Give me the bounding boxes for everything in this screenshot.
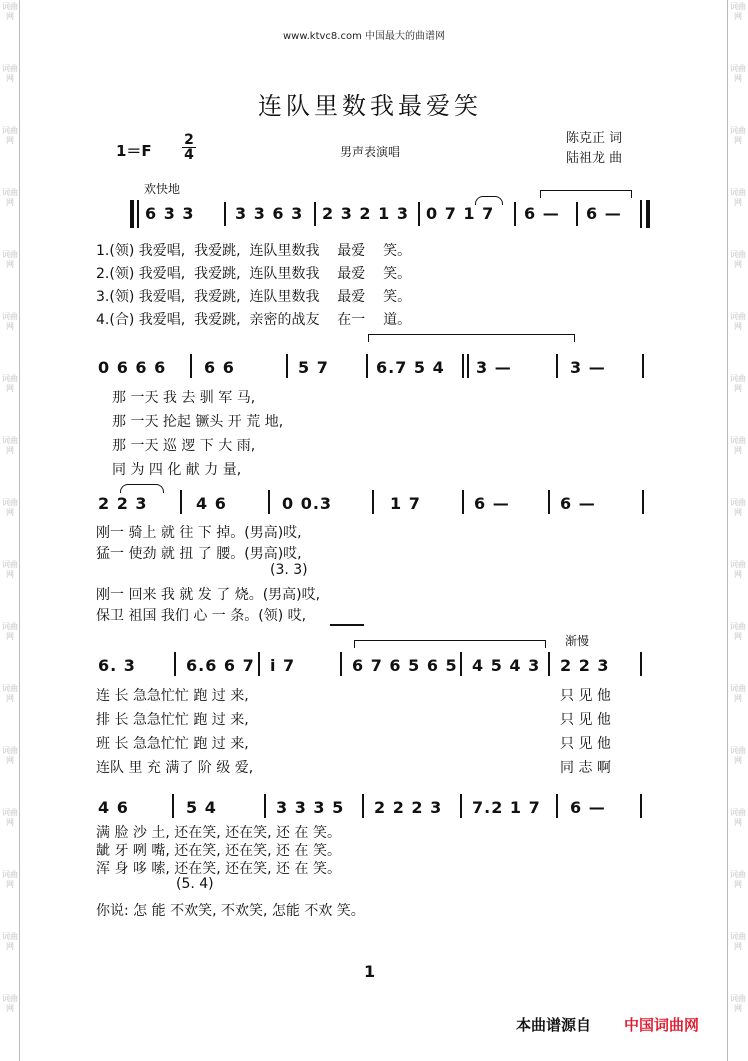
s3-measure-1: 2 2 3 [98,494,148,513]
barline [514,202,516,226]
s4-measure-2: 6.6 6 7 [186,656,255,675]
s1-verse-2: 2.(领) 我爱唱, 我爱跳, 连队里数我 最爱 笑。 [96,266,412,282]
barline [172,794,174,818]
s2-measure-5: 3 — [476,358,512,377]
start-barline-thin [137,200,139,228]
s1-verse-3: 3.(领) 我爱唱, 我爱跳, 连队里数我 最爱 笑。 [96,289,412,305]
s2-measure-3: 5 7 [298,358,329,377]
s4-verse-4: 连队 里 充 满了 阶 级 爱, [96,760,254,776]
phrase-bracket [354,640,546,648]
source-label: 本曲谱源自 [516,1016,592,1034]
s1-measure-1: 6 3 3 [145,204,195,223]
s4-verse-3-end: 只 见 他 [560,736,611,752]
s1-measure-2: 3 3 6 3 [235,204,304,223]
s1-measure-6: 6 — [586,204,622,223]
s2-verse-3: 那 一天 巡 逻 下 大 雨, [112,438,256,454]
barline [556,794,558,818]
tempo-marking: 欢快地 [144,182,181,196]
s5-measure-1: 4 6 [98,798,129,817]
site-header[interactable]: www.ktvc8.com 中国最大的曲谱网 [283,31,446,42]
lyricist-credit: 陈克正 词 [566,131,623,146]
barline [258,652,260,676]
barline [640,794,642,818]
s4-measure-6: 2 2 3 [560,656,610,675]
s5-measure-3: 3 3 3 5 [276,798,345,817]
s2-verse-2: 那 一天 抡起 镢头 开 荒 地, [112,414,284,430]
s5-verse-3: 浑 身 哆 嗦, 还在笑, 还在笑, 还 在 笑。 [96,861,341,877]
barline-double [467,354,469,378]
s5-measure-6: 6 — [570,798,606,817]
s2-measure-2: 6 6 [204,358,235,377]
key-signature: 1＝F [116,142,152,160]
performance-style: 男声表演唱 [340,145,401,159]
barline [264,794,266,818]
barline [366,354,368,378]
s4-verse-3: 班 长 急急忙忙 跑 过 来, [96,736,249,752]
s2-verse-4: 同 为 四 化 献 力 量, [112,462,242,478]
end-barline [646,200,650,228]
barline [642,354,644,378]
right-watermark: 词曲网 词曲网 词曲网 词曲网 词曲网 词曲网 词曲网 词曲网 词曲网 词曲网 词曲网 词曲网 词曲网 词曲网 词曲网 词曲网 词曲网 [730,2,746,1013]
barline [268,490,270,514]
barline [548,652,550,676]
page-number: 1 [364,962,376,981]
barline [190,354,192,378]
s3-measure-3: 0 0.3 [282,494,333,513]
song-title: 连队里数我最爱笑 [258,92,482,120]
s1-verse-4: 4.(合) 我爱唱, 我爱跳, 亲密的战友 在一 道。 [96,312,412,328]
barline [224,202,226,226]
s5-measure-5: 7.2 1 7 [472,798,541,817]
s2-measure-6: 3 — [570,358,606,377]
repeat-bracket [368,334,575,342]
s4-verse-4-end: 同 志 啊 [560,760,611,776]
start-barline [130,200,134,228]
barline [372,490,374,514]
s3-measure-5: 6 — [474,494,510,513]
source-site-link[interactable]: 中国词曲网 [624,1016,700,1034]
s1-measure-4: 0 7 1 7 [426,204,495,223]
s3-line-3: 刚一 回来 我 就 发 了 烧。(男高)哎, [96,587,321,603]
s2-measure-1: 0 6 6 6 [98,358,167,377]
s5-measure-4: 2 2 2 3 [374,798,443,817]
s4-measure-3: i 7 [270,656,296,675]
s4-verse-1-end: 只 见 他 [560,688,611,704]
barline [642,490,644,514]
s4-measure-4: 6 7 6 5 6 5 [352,656,458,675]
s1-measure-3: 2 3 2 1 3 [322,204,409,223]
tie-bracket [540,190,632,198]
s5-verse-1: 满 脸 沙 土, 还在笑, 还在笑, 还 在 笑。 [96,825,341,841]
s4-measure-1: 6. 3 [98,656,136,675]
s4-verse-2: 排 长 急急忙忙 跑 过 来, [96,712,249,728]
s5-verse-2: 龇 牙 咧 嘴, 还在笑, 还在笑, 还 在 笑。 [96,843,341,859]
barline [174,652,176,676]
time-signature: 2 4 [182,133,196,162]
s1-verse-1: 1.(领) 我爱唱, 我爱跳, 连队里数我 最爱 笑。 [96,243,412,259]
s2-measure-4: 6.7 5 4 [376,358,445,377]
left-watermark: 词曲网 词曲网 词曲网 词曲网 词曲网 词曲网 词曲网 词曲网 词曲网 词曲网 词曲网 词曲网 词曲网 词曲网 词曲网 词曲网 词曲网 [2,2,18,1013]
right-border-line [727,0,728,1061]
s4-verse-2-end: 只 见 他 [560,712,611,728]
barline [180,490,182,514]
s3-paren: (3. 3) [270,562,308,578]
s1-measure-5: 6 — [524,204,560,223]
barline [556,354,558,378]
s2-verse-1: 那 一天 我 去 驯 军 马, [112,390,256,406]
s5-final-line: 你说: 怎 能 不欢笑, 不欢笑, 怎能 不欢 笑。 [96,903,365,919]
s3-line-4: 保卫 祖国 我们 心 一 条。(领) 哎, [96,608,307,624]
s4-measure-5: 4 5 4 3 [472,656,541,675]
barline [460,794,462,818]
slur [475,196,503,205]
left-border-line [19,0,20,1061]
underline [330,624,364,626]
barline [548,490,550,514]
s5-paren: (5. 4) [176,876,214,892]
s3-measure-4: 1 7 [390,494,421,513]
barline [640,652,642,676]
slur [120,484,164,493]
barline [462,490,464,514]
barline [314,202,316,226]
barline [576,202,578,226]
end-barline-thin [640,200,642,228]
barline [340,652,342,676]
s4-verse-1: 连 长 急急忙忙 跑 过 来, [96,688,249,704]
composer-credit: 陆祖龙 曲 [566,151,623,166]
barline [286,354,288,378]
s5-measure-2: 5 4 [186,798,217,817]
s3-measure-6: 6 — [560,494,596,513]
barline [462,354,464,378]
dynamic-marking: 渐慢 [565,634,590,648]
s3-measure-2: 4 6 [196,494,227,513]
s3-line-2: 猛一 使劲 就 扭 了 腰。(男高)哎, [96,546,302,562]
s3-line-1: 刚一 骑上 就 往 下 掉。(男高)哎, [96,525,302,541]
barline [460,652,462,676]
barline [418,202,420,226]
barline [362,794,364,818]
